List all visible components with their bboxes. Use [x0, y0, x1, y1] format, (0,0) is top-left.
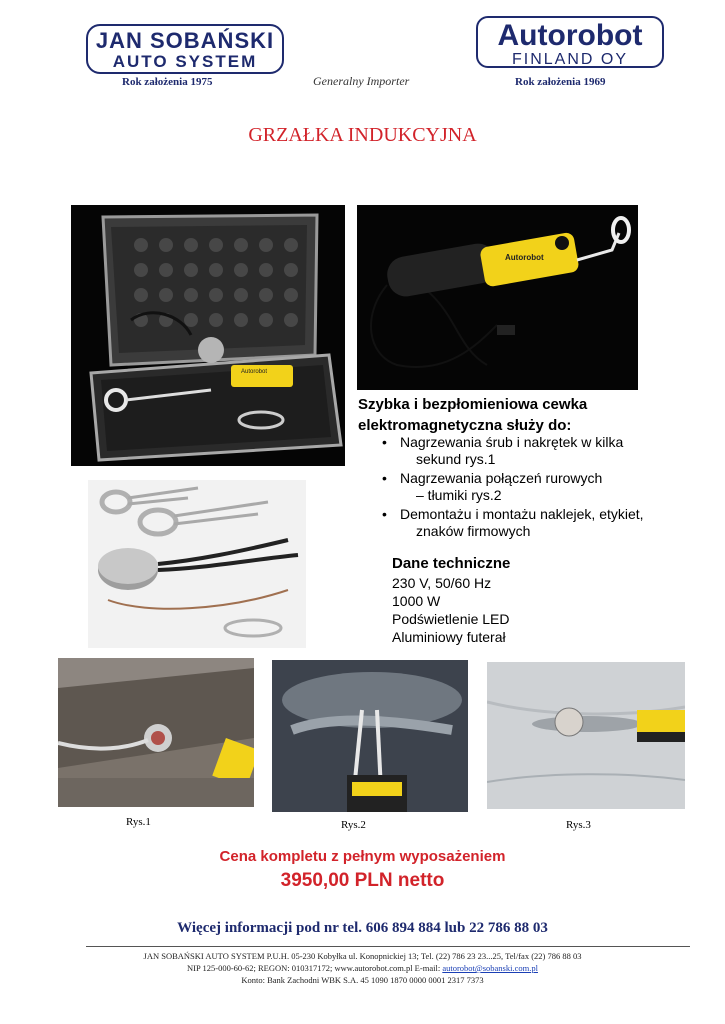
- logo-line2: FINLAND OY: [511, 51, 628, 68]
- list-item-line2: znaków firmowych: [416, 523, 531, 539]
- footer-ids: [0, 963, 725, 973]
- logo-line1: Autorobot: [497, 19, 643, 52]
- caption-rys3: Rys.3: [566, 819, 591, 831]
- right-founding-year: Rok założenia 1969: [515, 76, 606, 88]
- list-item-line1: • Nagrzewania połączeń rurowych: [400, 470, 603, 486]
- case-photo: [71, 205, 345, 466]
- list-item-line2: – tłumiki rys.2: [416, 487, 502, 503]
- photo-rys2: [272, 660, 468, 812]
- footer-bank: Konto: Bank Zachodni WBK S.A. 45 1090 1870 0000 0001 2317 7373: [241, 975, 484, 985]
- caption-rys1: Rys.1: [126, 816, 151, 828]
- photo-rys1: [58, 658, 254, 807]
- coils-illustration: [88, 480, 306, 648]
- list-item-line2: sekund rys.1: [416, 451, 496, 467]
- case-illustration: [71, 205, 345, 466]
- logo-line2: AUTO SYSTEM: [112, 52, 258, 71]
- logo-line1: JAN SOBAŃSKI: [95, 28, 275, 53]
- caption-rys2: Rys.2: [341, 819, 366, 831]
- usage-heading-line2: elektromagnetyczna służy do:: [358, 417, 572, 434]
- footer-address: JAN SOBAŃSKI AUTO SYSTEM P.U.H. 05-230 Kobyłka ul. Konopnickiej 13; Tel. (22) 786 23 23...25, Tel/fax (22) 786 88 03: [143, 951, 582, 961]
- case-brand-label: Autorobot: [241, 369, 268, 375]
- heater-illustration: [357, 205, 638, 390]
- footer-ids-text: NIP 125-000-60-62; REGON: 010317172; www.autorobot.com.pl E-mail:: [187, 963, 443, 973]
- heater-photo: [357, 205, 638, 390]
- general-importer-label: Generalny Importer: [313, 74, 410, 88]
- tech-heading: Dane techniczne: [392, 555, 511, 572]
- spec-voltage: 230 V, 50/60 Hz: [392, 575, 492, 591]
- usage-list: [358, 434, 688, 542]
- jan-sobanski-logo: [86, 24, 284, 74]
- more-info: Więcej informacji pod nr tel. 606 894 884 lub 22 786 88 03: [177, 920, 548, 936]
- list-item-line1: • Demontażu i montażu naklejek, etykiet,: [400, 506, 644, 522]
- usage-heading: [358, 394, 678, 436]
- rys1-illustration: [58, 658, 254, 807]
- rys2-illustration: [272, 660, 468, 812]
- spec-led: Podświetlenie LED: [392, 611, 510, 627]
- price-value: 3950,00 PLN netto: [280, 870, 445, 891]
- tech-specs: [392, 574, 510, 646]
- list-item: [358, 434, 688, 468]
- usage-heading-line1: Szybka i bezpłomieniowa cewka: [358, 396, 588, 413]
- rys3-illustration: [487, 662, 685, 809]
- footer-divider: [86, 946, 690, 947]
- coils-photo: [88, 480, 306, 648]
- heater-brand-label: Autorobot: [505, 253, 544, 262]
- autorobot-logo: [476, 16, 664, 68]
- list-item: [358, 470, 688, 504]
- list-item: [358, 506, 688, 540]
- email-link[interactable]: autorobot@sobanski.com.pl: [442, 963, 538, 973]
- photo-rys3: [487, 662, 685, 809]
- price-description: Cena kompletu z pełnym wyposażeniem: [219, 848, 506, 865]
- spec-power: 1000 W: [392, 593, 441, 609]
- spec-case: Aluminiowy futerał: [392, 629, 506, 645]
- left-founding-year: Rok założenia 1975: [122, 76, 213, 88]
- list-item-line1: • Nagrzewania śrub i nakrętek w kilka: [400, 434, 624, 450]
- page-title: GRZAŁKA INDUKCYJNA: [248, 124, 477, 146]
